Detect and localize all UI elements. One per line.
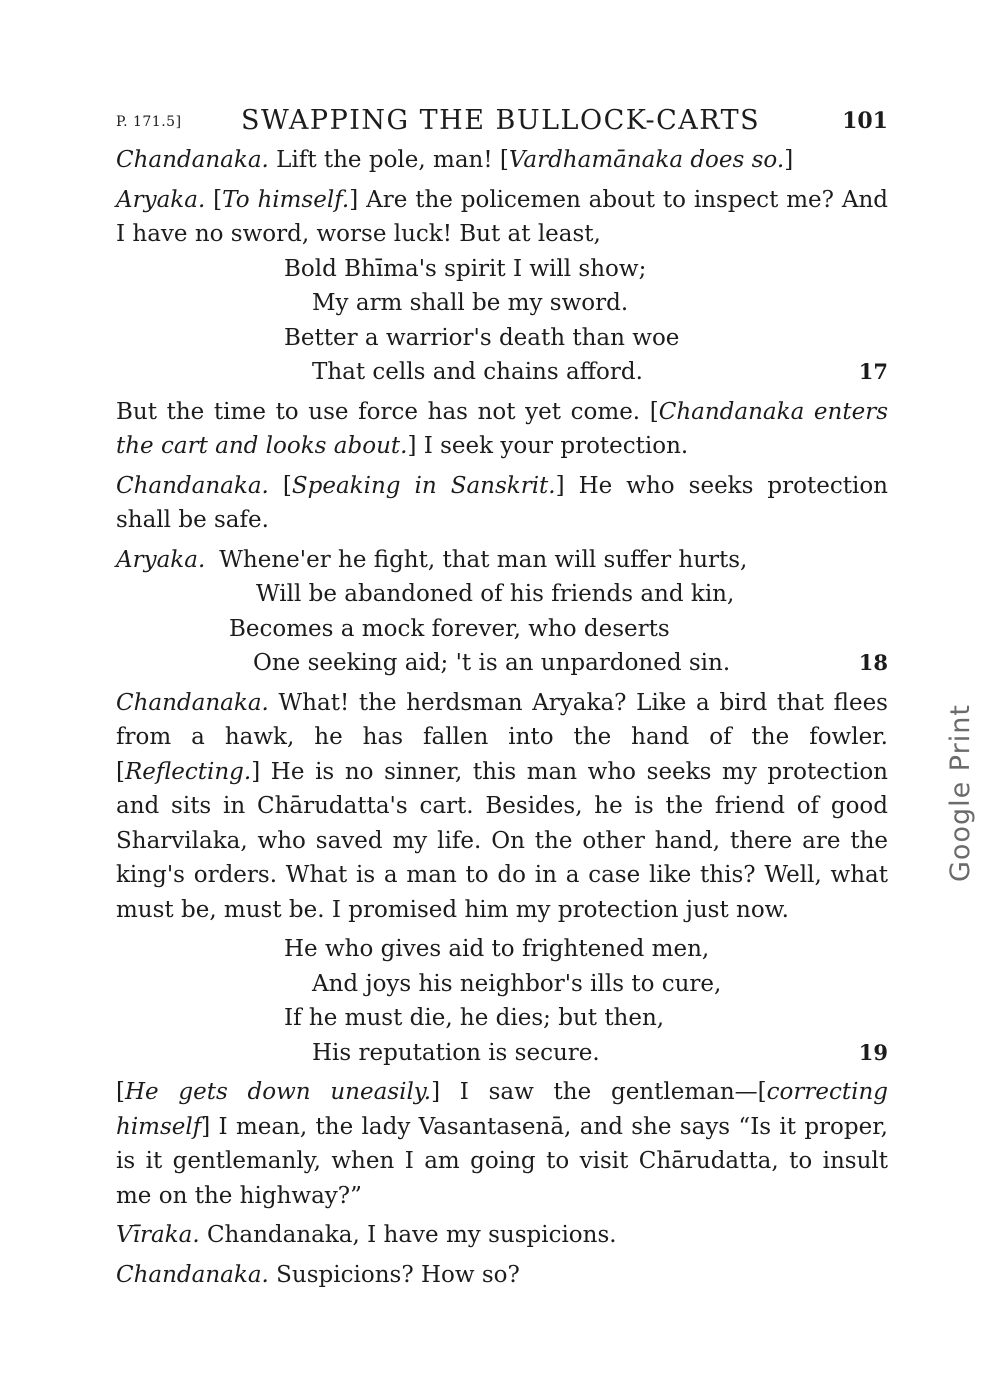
dialogue-text: Chandanaka, I have my suspicions. [199,1222,617,1248]
stage-direction: Speaking in Sanskrit. [291,472,556,499]
stage-direction: He gets down uneasily. [124,1079,432,1105]
verse-line: My arm shall be my sword. [312,290,629,316]
dialogue-paragraph [116,183,888,252]
speaker-name: Aryaka. [116,546,206,573]
stage-direction: correcting himself [116,1079,888,1140]
dialogue-paragraph [116,1075,888,1213]
stage-direction: To himself. [222,186,350,213]
verse-number: 19 [858,1039,888,1065]
verse-line: Becomes a mock forever, who deserts [229,615,670,642]
stage-direction: Reflecting. [124,758,252,785]
dialogue-paragraph [116,143,888,178]
dialogue-text: What! the herdsman Aryaka? Like a bird that flees from a hawk, he has fallen into the hand of the fowler. [ [116,689,888,785]
dialogue-paragraph [116,1218,888,1253]
dialogue-paragraph [116,469,888,538]
verse-line: That cells and chains afford. [312,359,643,385]
book-page [116,103,888,1297]
verse-number: 17 [858,359,888,384]
dialogue-paragraph [116,395,888,464]
verse-line: Better a warrior's death than woe [284,324,680,351]
dialogue-text: ] I saw the gentleman—[ [431,1079,767,1105]
dialogue-paragraph [116,686,888,928]
dialogue-paragraph [116,1258,888,1293]
speaker-name: Chandanaka. [116,147,269,173]
verse-number: 18 [858,650,888,675]
verse-line [116,543,888,578]
chapter-title: SWAPPING THE BULLOCK-CARTS [241,105,761,136]
speaker-name: Chandanaka. [116,689,269,716]
verse-line: His reputation is secure. [312,1039,600,1066]
verse-line: Will be abandoned of his friends and kin, [256,581,735,607]
dialogue-text: ] I mean, the lady Vasantasenā, and she says “Is it proper, is it gentlemanly, when I am going to visit Chārudatta, to insult me on the highway?” [116,1113,888,1209]
page-reference: P. 171.5] [116,114,182,130]
dialogue-text: ] [784,147,794,173]
running-header [116,103,888,143]
google-print-watermark: Google Print [945,704,976,882]
verse-line: One seeking aid; 't is an unpardoned sin. [253,650,731,676]
verse-19 [116,932,888,1070]
verse-line: He who gives aid to frightened men, [284,936,710,962]
verse-line: And joys his neighbor's ills to cure, [312,970,722,997]
speaker-name: Vīraka. [116,1222,200,1248]
stage-direction: Chandanaka enters the cart and looks about. [116,398,888,459]
dialogue-text: Suspicions? How so? [268,1261,520,1288]
dialogue-text: ] Are the policemen about to inspect me? And I have no sword, worse luck! But at least, [116,186,888,247]
dialogue-text: [ [268,472,292,499]
dialogue-text: [ [116,1079,125,1105]
speaker-name: Aryaka. [116,186,206,213]
dialogue-text: ] He who seeks protection shall be safe. [116,472,888,533]
page-body [116,143,888,1292]
dialogue-text: ] I seek your protection. [407,433,689,459]
speaker-name: Chandanaka. [116,472,269,499]
verse-line-text: Whene'er he fight, that man will suffer hurts, [219,546,748,573]
dialogue-text: Lift the pole, man! [ [268,147,509,173]
dialogue-text: But the time to use force has not yet come. [ [116,398,659,425]
verse-line: Bold Bhīma's spirit I will show; [284,255,647,282]
dialogue-text: [ [205,186,223,213]
page-number: 101 [842,108,888,134]
verse-line: If he must die, he dies; but then, [284,1005,665,1031]
verse-18 [116,543,888,681]
verse-17 [116,252,888,390]
stage-direction: Vardhamānaka does so. [508,147,785,173]
dialogue-text: ] He is no sinner, this man who seeks my protection and sits in Chārudatta's cart. Besides, he is the friend of good Sharvilaka, who saved my life. On the other hand, there are the king's orders. What is a man to do in a case like this? Well, what must be, must be. I promised him my protection just now. [116,758,888,923]
speaker-name: Chandanaka. [116,1261,269,1288]
